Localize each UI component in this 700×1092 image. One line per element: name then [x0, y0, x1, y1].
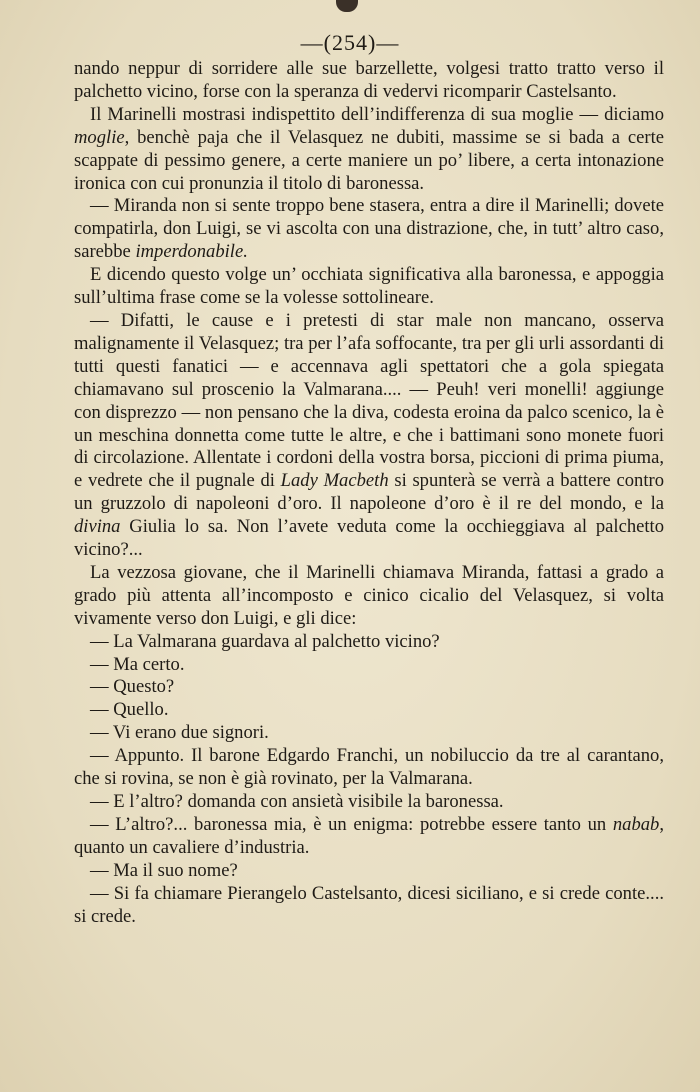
paragraph	[74, 631, 664, 654]
text-run: — Difatti, le cause e i pretesti di star male non mancano, osserva malignamente il Velasquez; tra per l’afa soffocante, tra per gli urli assordanti di tutti questi fanatici — e accennava agli spettatori che a gola spiegata chiamavano sul proscenio la Valmarana.... — Peuh! veri monelli! aggiunge con disprezzo — non pensano che la diva, codesta eroina da palco scenico, la è un meschina donnetta come tutte le altre, e che i battimani sono monete fuori di circolazione. Allentate i cordoni della vostra borsa, piccioni di prima piuma, e vedrete che il pugnale di	[74, 309, 664, 492]
paragraph	[74, 883, 664, 929]
text-run: La vezzosa giovane, che il Marinelli chiamava Miranda, fattasi a grado a grado più attenta all’incomposto e cinico cicalio del Velasquez, si volta vivamente verso don Luigi, e gli dice:	[74, 561, 664, 629]
paragraph	[74, 310, 664, 562]
text-run: — E l’altro? domanda con ansietà visibile la baronessa.	[90, 791, 504, 812]
paragraph	[74, 676, 664, 699]
text-run: — Appunto. Il barone Edgardo Franchi, un nobiluccio da tre al carantano, che si rovina, se non è già rovinato, per la Valmarana.	[74, 745, 664, 790]
paragraph	[74, 860, 664, 883]
text-run: — Ma certo.	[90, 653, 185, 675]
paragraph	[74, 562, 664, 631]
page-body	[74, 58, 664, 928]
page-number: —(254)—	[300, 30, 400, 55]
text-run: — Miranda non si sente troppo bene stasera, entra a dire il Marinelli; dovete compatirla, don Luigi, se vi ascolta con una distrazione, che, in tutt’ altro caso, sarebbe	[74, 195, 664, 263]
paragraph	[74, 699, 664, 722]
italic-text: nabab	[612, 813, 660, 835]
text-run: — Vi erano due signori.	[90, 722, 269, 744]
text-run: nando neppur di sorridere alle sue barzellette, volgesi tratto tratto verso il palchetto vicino, forse con la speranza di vedervi ricomparir Castelsanto.	[74, 58, 664, 102]
paragraph	[74, 58, 664, 104]
text-run: — Si fa chiamare Pierangelo Castelsanto, dicesi siciliano, e si crede conte.... si crede.	[74, 882, 664, 927]
text-run: Il Marinelli mostrasi indispettito dell’indifferenza di sua moglie — diciamo	[90, 103, 664, 125]
italic-text: imperdonabile.	[135, 241, 248, 263]
paragraph	[74, 745, 664, 791]
text-run: — L’altro?... baronessa mia, è un enigma: potrebbe essere tanto un	[90, 813, 613, 835]
text-run: — Questo?	[90, 676, 175, 698]
text-run: si spunterà se verrà a battere contro un gruzzolo di napoleoni d’oro. Il napoleone d’oro è il re del mondo, e la	[74, 470, 664, 515]
paragraph	[74, 264, 664, 310]
text-run: E dicendo questo volge un’ occhiata significativa alla baronessa, e appoggia sull’ultima frase come se la volesse sottolineare.	[74, 264, 664, 309]
text-run: , quanto un cavaliere d’industria.	[74, 813, 664, 858]
text-run: — Quello.	[90, 699, 169, 721]
italic-text: Lady Macbeth	[280, 470, 389, 492]
text-run: , benchè paja che il Velasquez ne dubiti, massime se si bada a certe scappate di pessimo genere, a certe maniere un po’ libere, a certa intonazione ironica con cui pronunzia il titolo di baronessa.	[74, 126, 664, 194]
paragraph	[74, 722, 664, 745]
text-run: — La Valmarana guardava al palchetto vicino?	[90, 630, 440, 652]
italic-text: moglie	[74, 126, 125, 148]
text-run: — Ma il suo nome?	[90, 859, 238, 881]
paragraph	[74, 195, 664, 264]
text-run: Giulia lo sa. Non l’avete veduta come la occhieggiava al palchetto vicino?...	[74, 516, 664, 561]
ornament-icon	[336, 0, 358, 12]
paragraph	[74, 104, 664, 196]
paragraph	[74, 654, 664, 677]
italic-text: divina	[74, 516, 121, 538]
paragraph	[74, 791, 664, 814]
paragraph	[74, 814, 664, 860]
